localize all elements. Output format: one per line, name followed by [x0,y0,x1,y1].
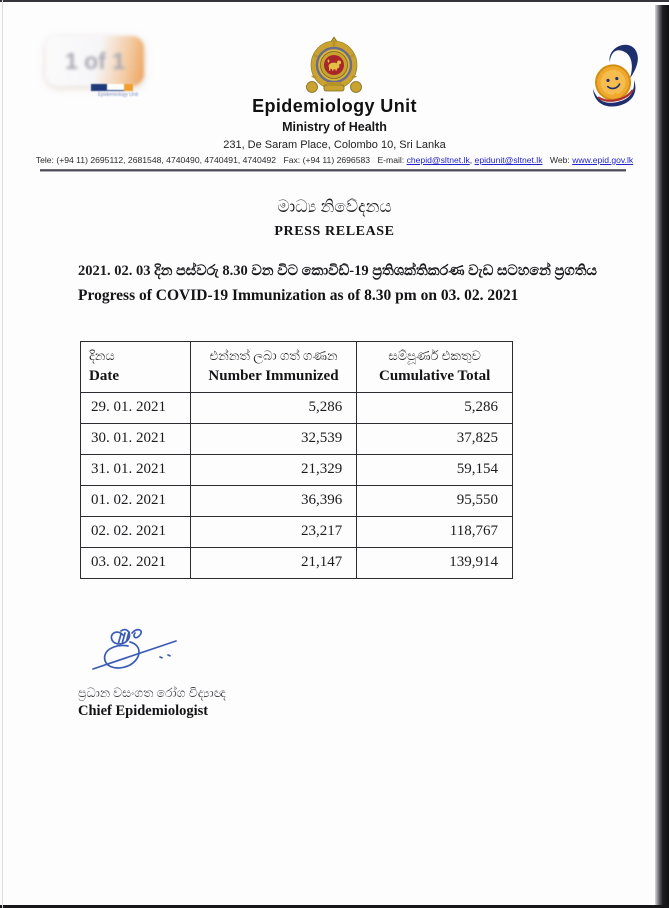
header-cumulative-total: සම්පූර්ණ එකතුව Cumulative Total [357,342,513,393]
ministry-name: Ministry of Health [282,120,387,134]
cell-cumulative: 118,767 [357,517,513,548]
letterhead-divider [40,169,626,172]
tele-label: Tele: [35,155,54,165]
cell-cumulative: 139,914 [357,548,513,579]
release-heading-english: PRESS RELEASE [274,224,395,239]
table-row [81,424,513,455]
cell-date: 31. 01. 2021 [81,455,191,486]
immunization-table [80,341,513,579]
subject-sinhala: 2021. 02. 03 දින පස්වරු 8.30 වන විට කොවිඩ්-19 ප්‍රතිශක්තිකරණ වැඩ සටහනේ ප්‍රගතිය [78,263,597,279]
web-link[interactable]: www.epid.gov.lk [572,155,634,165]
subject-english: Progress of COVID-19 Immunization as of 8.30 pm on 03. 02. 2021 [78,287,519,305]
sri-lanka-emblem-icon [299,36,369,96]
email-label: E-mail: [377,155,405,165]
cell-immunized: 5,286 [190,393,357,424]
table-row [81,517,513,548]
cell-immunized: 21,147 [190,548,357,579]
table-header-row [81,342,513,393]
cell-cumulative: 59,154 [357,455,513,486]
contact-line [0,155,669,165]
letterhead-watermark-logo-icon [91,84,133,91]
table-row [81,455,513,486]
org-address: 231, De Saram Place, Colombo 10, Sri Lanka [223,139,446,151]
subject-block [78,260,598,305]
cell-immunized: 32,539 [190,424,357,455]
cell-immunized: 36,396 [190,486,357,517]
page-indicator: 1 of 1 [64,47,126,74]
cell-date: 02. 02. 2021 [81,517,191,548]
web-label: Web: [549,155,570,165]
header-number-immunized: එන්නත් ලබා ගත් ගණන Number Immunized [190,342,357,393]
cell-cumulative: 95,550 [357,486,513,517]
table-row [81,393,513,424]
cell-cumulative: 5,286 [357,393,513,424]
cell-immunized: 23,217 [190,517,357,548]
table-row [81,486,513,517]
signatory-title-english: Chief Epidemiologist [78,703,209,719]
page-indicator-badge [46,36,144,86]
watermark-caption: Epidemiology Unit [97,92,139,98]
cell-immunized: 21,329 [190,455,357,486]
cell-date: 30. 01. 2021 [81,424,191,455]
header-date: දිනය Date [81,342,191,393]
cell-cumulative: 37,825 [357,424,513,455]
email-link-chepid[interactable]: chepid@sltnet.lk [406,155,470,165]
cell-date: 01. 02. 2021 [81,486,191,517]
cell-date: 03. 02. 2021 [81,548,191,579]
email-separator: , [469,155,473,165]
tele-numbers: (+94 11) 2695112, 2681548, 4740490, 4740491, 4740492 [56,155,277,165]
cell-date: 29. 01. 2021 [81,393,191,424]
scan-edge-top [0,0,669,2]
release-heading-sinhala: මාධ්‍ය නිවේදනය [277,197,392,216]
signature-image [90,620,186,680]
fax-number: (+94 11) 2696583 [302,155,371,165]
table-row [81,548,513,579]
email-link-epidunit[interactable]: epidunit@sltnet.lk [474,155,543,165]
org-name: Epidemiology Unit [252,96,417,116]
scan-edge-left [2,0,3,908]
fax-label: Fax: [283,155,301,165]
signatory-title-sinhala: ප්‍රධාන වසංගත රෝග විද්‍යාඥ [78,686,226,700]
